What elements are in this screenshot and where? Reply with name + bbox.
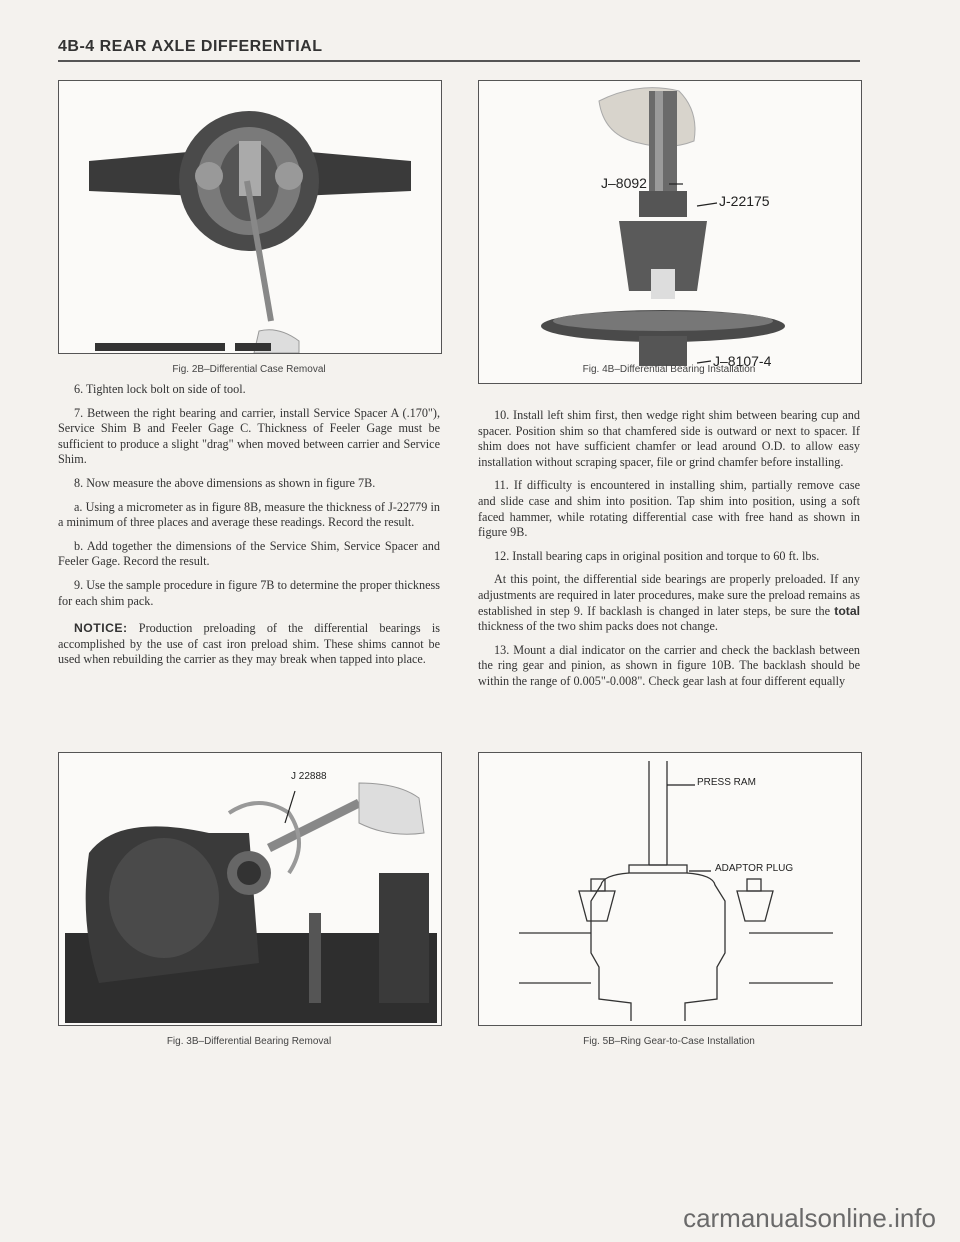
figure-5b-caption: Fig. 5B–Ring Gear-to-Case Installation [583,1036,755,1047]
preload-paragraph [478,572,860,634]
figure-3b-photo [58,752,442,1026]
preload-text-b: thickness of the two shim packs does not change. [478,619,718,634]
tool-label-j8092: J–8092 [601,175,647,191]
site-watermark: carmanualsonline.info [683,1203,936,1233]
notice-text: Production preloading of the differential bearings is accomplished by the use of cast iron preload shim. These shims cannot be used when rebuilding the carrier as they may break when tapped into place. [58,621,440,667]
press-ram-label: PRESS RAM [697,777,756,788]
right-text-column [478,408,860,698]
step-10: 10. Install left shim first, then wedge right shim between bearing cup and spacer. Position shim so that chamfered side is outward or next to spacer. If shim does not have sufficient chamfer or lead around O.D. to allow easy installation without scraping spacer, file or grind chamfer before installing. [478,408,860,469]
page-header [58,38,860,56]
step-8: 8. Now measure the above dimensions as shown in figure 7B. [74,475,376,490]
figure-4b-photo [478,80,862,384]
step-12: 12. Install bearing caps in original position and torque to 60 ft. lbs. [494,548,820,563]
step-13: 13. Mount a dial indicator on the carrier and check the backlash between the ring gear and pinion, as shown in figure 10B. The backlash should be within the range of 0.005"-0.008". Check gear lash at four different equally [478,642,860,688]
figure-4b-caption: Fig. 4B–Differential Bearing Installation [582,364,756,375]
tool-label-j22888: J 22888 [291,771,327,782]
header-rule [58,60,860,62]
figure-2b-photo [58,80,442,354]
preload-text-a: At this point, the differential side bearings are properly preloaded. If any adjustments are required in later procedures, make sure the preload remains as established in step 9. If backlash is changed in later steps, be sure the [478,572,860,618]
step-8b: b. Add together the dimensions of the Service Shim, Service Spacer and Feeler Gage. Record the result. [58,538,440,569]
bearing-removal-illustration [59,753,441,1025]
adaptor-plug-label: ADAPTOR PLUG [715,863,794,874]
differential-case-removal-illustration [59,81,441,353]
step-9: 9. Use the sample procedure in figure 7B to determine the proper thickness for each shim pack. [58,577,440,608]
figure-5b-diagram [478,752,862,1026]
step-8a: a. Using a micrometer as in figure 8B, measure the thickness of J-22779 in a minimum of three places and average these readings. Record the result. [58,499,440,530]
tool-label-j22175: J-22175 [719,193,770,209]
figure-2b-caption: Fig. 2B–Differential Case Removal [172,364,326,375]
step-6: 6. Tighten lock bolt on side of tool. [74,382,246,396]
step-7: 7. Between the right bearing and carrier, install Service Spacer A (.170"), Service Shim B and Feeler Gage C. Thickness of Feeler Gage must be sufficient to produce a slight "drag" when moved between carrier and Service Shim. [58,405,440,467]
figure-3b-caption: Fig. 3B–Differential Bearing Removal [166,1036,332,1047]
step-11: 11. If difficulty is encountered in installing shim, partially remove case and slide case and shim into position. Tap shim into position, using a soft faced hammer, while rotating differential case with free hand as shown in figure 9B. [478,478,860,540]
notice-label: NOTICE: [74,621,128,636]
notice-paragraph [58,621,440,668]
preload-text-bold: total [834,603,860,618]
page-title: 4B-4 REAR AXLE DIFFERENTIAL [58,38,323,55]
bearing-installation-illustration [479,81,861,383]
tool-label-j8107: J–8107-4 [713,353,772,369]
ring-gear-installation-diagram [479,753,861,1025]
left-text-column [58,382,440,676]
